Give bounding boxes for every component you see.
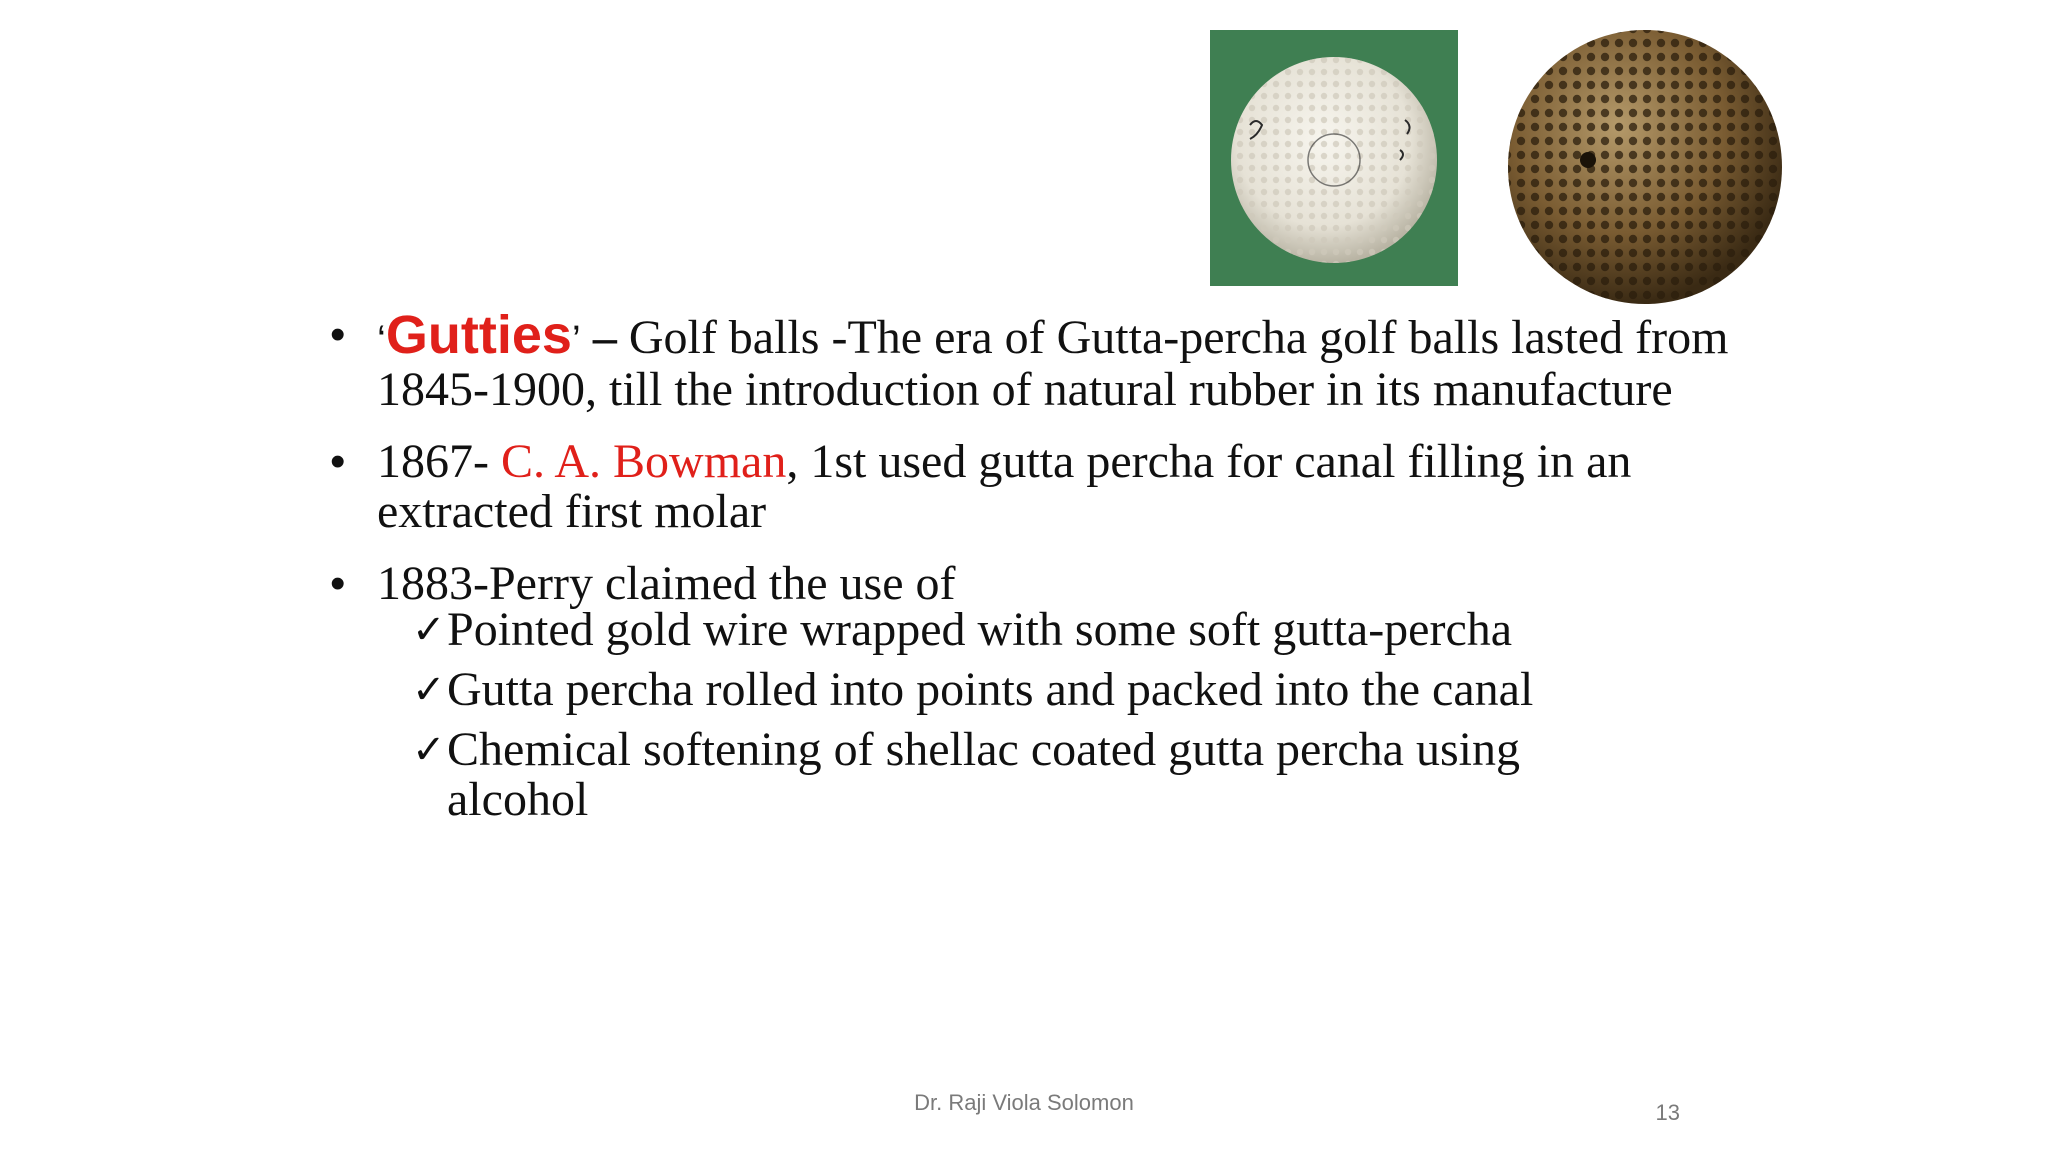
bowman-year: 1867- [377, 435, 501, 488]
close-quote: ’ [571, 318, 581, 362]
check-item [412, 605, 1730, 655]
page-number: 13 [1655, 1100, 1680, 1125]
check-item-text: Pointed gold wire wrapped with some soft gutta-percha [447, 603, 1513, 656]
term-dash: – [580, 311, 629, 364]
check-item-text: Gutta percha rolled into points and packed into the canal [447, 663, 1534, 716]
bullet-perry [330, 559, 1730, 609]
bowman-name: C. A. Bowman [500, 435, 787, 488]
gutties-description: Golf balls -The era of Gutta-percha golf balls lasted from 1845-1900, till the introduction of natural rubber in its manufacture [377, 311, 1729, 416]
open-quote: ‘ [377, 318, 386, 362]
footer-author: Dr. Raji Viola Solomon [914, 1090, 1134, 1115]
bullet-gutties [330, 305, 1730, 416]
brown-golf-ball-image [1500, 22, 1790, 312]
bowman-description: , 1st used gutta percha for canal filling in an extracted first molar [377, 435, 1632, 538]
bullet-dot: • [330, 310, 346, 359]
bullet-dot: • [330, 437, 346, 486]
bullet-dot: • [330, 559, 346, 608]
check-item [412, 665, 1730, 715]
perry-text: 1883-Perry claimed the use of [377, 557, 956, 610]
bullet-list [330, 305, 1730, 835]
gutties-term: Gutties [385, 305, 572, 365]
check-item [412, 725, 1730, 825]
white-golf-ball-image [1210, 30, 1458, 286]
checkmark-icon: ✓ [412, 607, 446, 653]
bullet-bowman [330, 437, 1730, 537]
perry-check-list [330, 605, 1730, 825]
checkmark-icon: ✓ [412, 727, 446, 773]
checkmark-icon: ✓ [412, 667, 446, 713]
check-item-text: Chemical softening of shellac coated gutta percha using alcohol [447, 723, 1520, 826]
